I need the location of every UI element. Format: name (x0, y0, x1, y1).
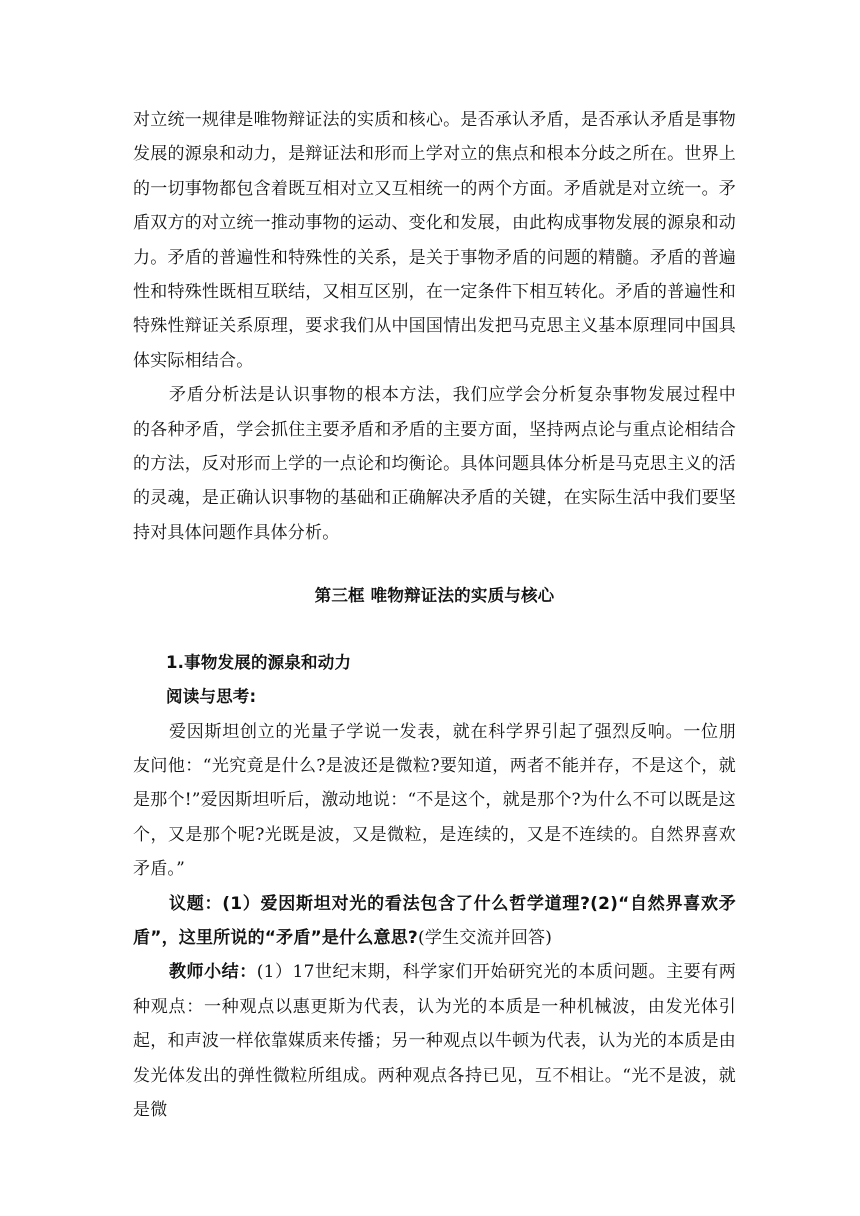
document-body (133, 103, 736, 1127)
paragraph-contradiction-analysis: 矛盾分析法是认识事物的根本方法，我们应学会分析复杂事物发展过程中的各种矛盾，学会抓住主要矛盾和矛盾的主要方面，坚持两点论与重点论相结合的方法，反对形而上学的一点论和均衡论。具体问题具体分析是马克思主义的活的灵魂，是正确认识事物的基础和正确解决矛盾的关键，在实际生活中我们要坚持对具体问题作具体分析。 (133, 385, 736, 543)
topic-paragraph (133, 887, 736, 956)
reading-passage: 爱因斯坦创立的光量子学说一发表，就在科学界引起了强烈反响。一位朋友问他：“光究竟是什么?是波还是微粒?要知道，两者不能并存，不是这个，就是那个!”爱因斯坦听后，激动地说：“不是这个，就是那个?为什么不可以既是这个，又是那个呢?光既是波，又是微粒，是连续的，又是不连续的。自然界喜欢矛盾。” (133, 721, 736, 880)
summary-paragraph (133, 955, 736, 1127)
summary-label: 教师小结： (169, 962, 257, 983)
paragraph-dialectics-core: 对立统一规律是唯物辩证法的实质和核心。是否承认矛盾，是否承认矛盾是事物发展的源泉和动力，是辩证法和形而上学对立的焦点和根本分歧之所在。世界上的一切事物都包含着既互相对立又互相统一的两个方面。矛盾就是对立统一。矛盾双方的对立统一推动事物的运动、变化和发展，由此构成事物发展的源泉和动力。矛盾的普遍性和特殊性的关系，是关于事物矛盾的问题的精髓。矛盾的普遍性和特殊性既相互联结，又相互区别，在一定条件下相互转化。矛盾的普遍性和特殊性辩证关系原理，要求我们从中国国情出发把马克思主义基本原理同中国具体实际相结合。 (133, 110, 736, 371)
summary-text: (1）17世纪末期，科学家们开始研究光的本质问题。主要有两种观点：一种观点以惠更斯为代表，认为光的本质是一种机械波，由发光体引起，和声波一样依靠媒质来传播；另一种观点以牛顿为代表，认为光的本质是由发光体发出的弹性微粒所组成。两种观点各持已见，互不相让。“光不是波，就是微 (133, 962, 736, 1120)
topic-question: 议题：(1）爱因斯坦对光的看法包含了什么哲学道理?(2)“自然界喜欢矛盾”，这里所说的“矛盾”是什么意思? (133, 893, 736, 948)
topic-note: (学生交流并回答) (417, 927, 553, 948)
sub-heading: 1.事物发展的源泉和动力 (166, 652, 352, 672)
reading-label: 阅读与思考: (166, 687, 257, 707)
section-title: 第三框 唯物辩证法的实质与核心 (314, 586, 555, 606)
